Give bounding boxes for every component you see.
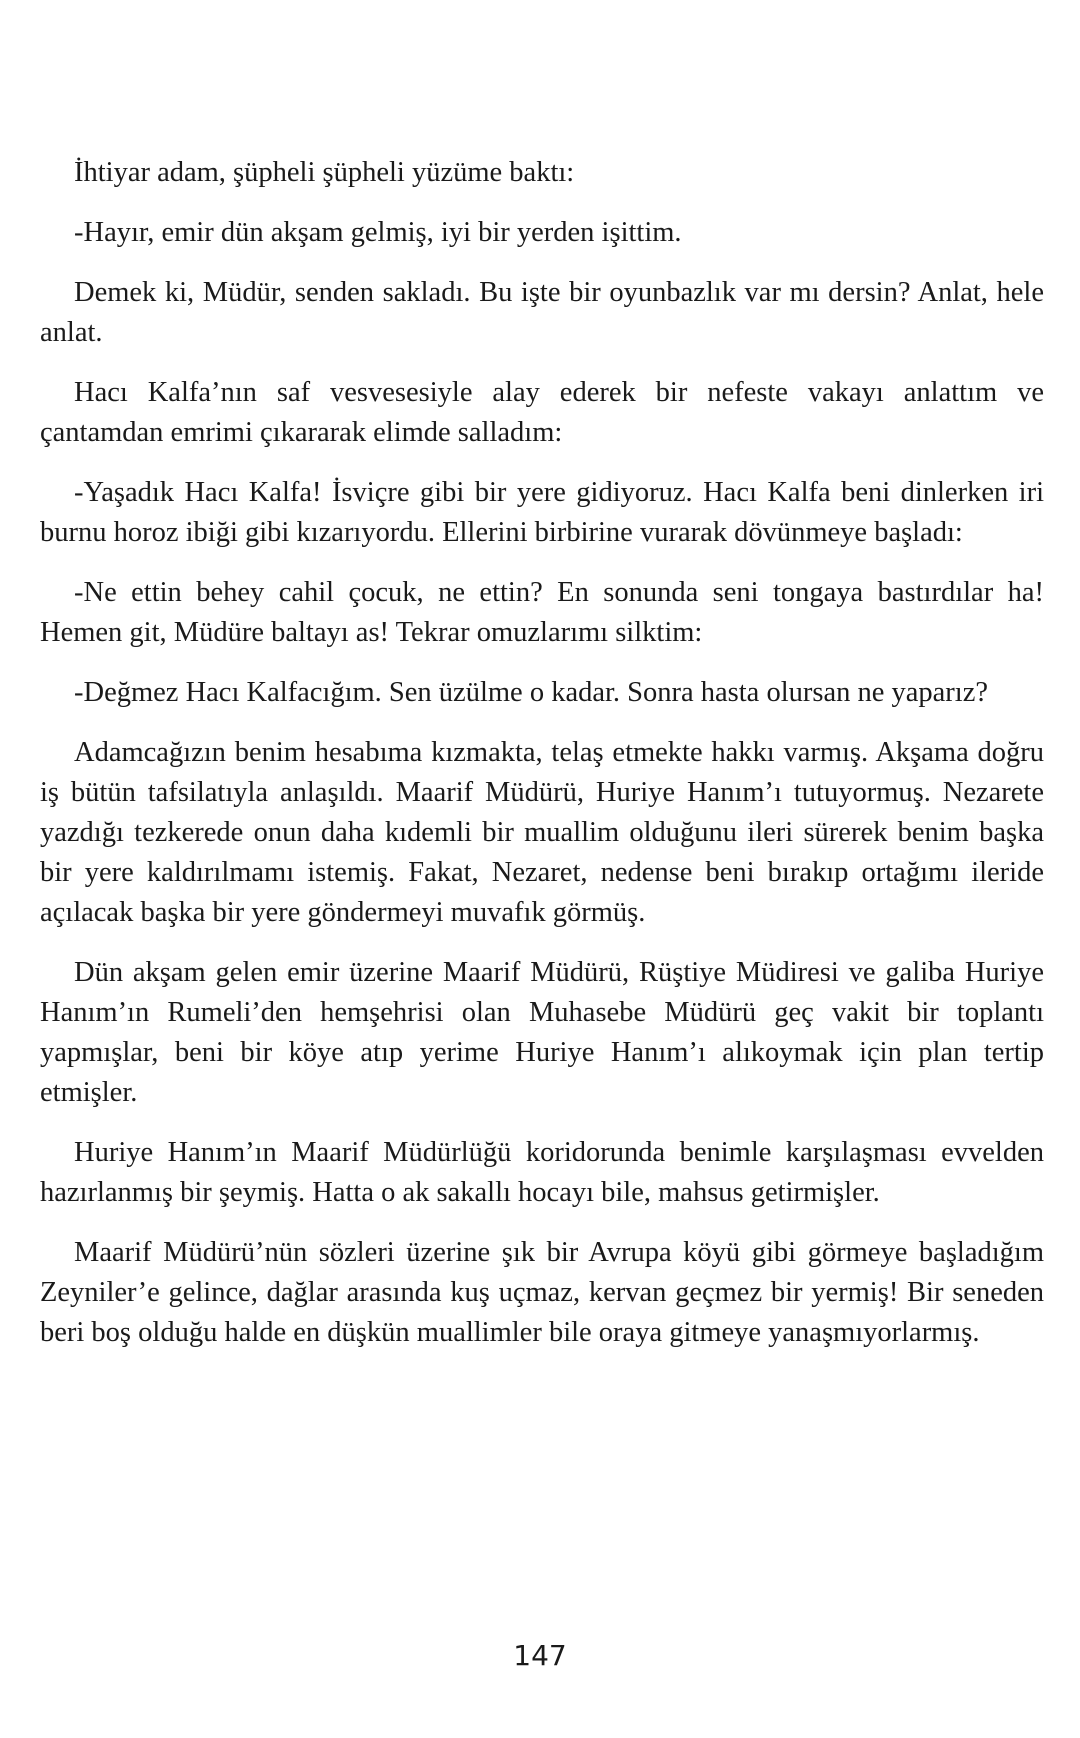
paragraph: -Hayır, emir dün akşam gelmiş, iyi bir yerden işittim. xyxy=(74,217,682,248)
paragraph: Dün akşam gelen emir üzerine Maarif Müdürü, Rüştiye Müdiresi ve galiba Huriye Hanım’ın Rumeli’den hemşehrisi olan Muhasebe Müdürü geç vakit bir toplantı yapmışlar, beni bir köye atıp yerime Huriye Hanım’ı alıkoymak için plan tertip etmişler. xyxy=(40,957,1044,1108)
page-number: 147 xyxy=(513,1639,567,1672)
body-text xyxy=(40,153,1044,1373)
paragraph: Hacı Kalfa’nın saf vesvesesiyle alay ederek bir nefeste vakayı anlattım ve çantamdan emrimi çıkararak elimde salladım: xyxy=(40,377,1044,448)
paragraph: İhtiyar adam, şüpheli şüpheli yüzüme baktı: xyxy=(74,157,575,188)
paragraph: Huriye Hanım’ın Maarif Müdürlüğü koridorunda benimle karşılaşması evvelden hazırlanmış bir şeymiş. Hatta o ak sakallı hocayı bile, mahsus getirmişler. xyxy=(40,1137,1044,1208)
paragraph: Demek ki, Müdür, senden sakladı. Bu işte bir oyunbazlık var mı dersin? Anlat, hele anlat. xyxy=(40,277,1044,348)
paragraph: -Ne ettin behey cahil çocuk, ne ettin? En sonunda seni tongaya bastırdılar ha! Hemen git, Müdüre baltayı as! Tekrar omuzlarımı silktim: xyxy=(40,577,1044,648)
paragraph: -Değmez Hacı Kalfacığım. Sen üzülme o kadar. Sonra hasta olursan ne yaparız? xyxy=(74,677,989,708)
paragraph: Adamcağızın benim hesabıma kızmakta, telaş etmekte hakkı varmış. Akşama doğru iş bütün tafsilatıyla anlaşıldı. Maarif Müdürü, Huriye Hanım’ı tutuyormuş. Nezarete yazdığı tezkerede onun daha kıdemli bir muallim olduğunu ileri sürerek benim başka bir yere kaldırılmamı istemiş. Fakat, Nezaret, nedense beni bırakıp ortağımı ileride açılacak başka bir yere göndermeyi muvafık görmüş. xyxy=(40,737,1044,928)
paragraph: Maarif Müdürü’nün sözleri üzerine şık bir Avrupa köyü gibi görmeye başladığım Zeyniler’e gelince, dağlar arasında kuş uçmaz, kervan geçmez bir yermiş! Bir seneden beri boş olduğu halde en düşkün muallimler bile oraya gitmeye yanaşmıyorlarmış. xyxy=(40,1237,1044,1348)
paragraph: -Yaşadık Hacı Kalfa! İsviçre gibi bir yere gidiyoruz. Hacı Kalfa beni dinlerken iri burnu horoz ibiği gibi kızarıyordu. Ellerini birbirine vurarak dövünmeye başladı: xyxy=(40,477,1044,548)
